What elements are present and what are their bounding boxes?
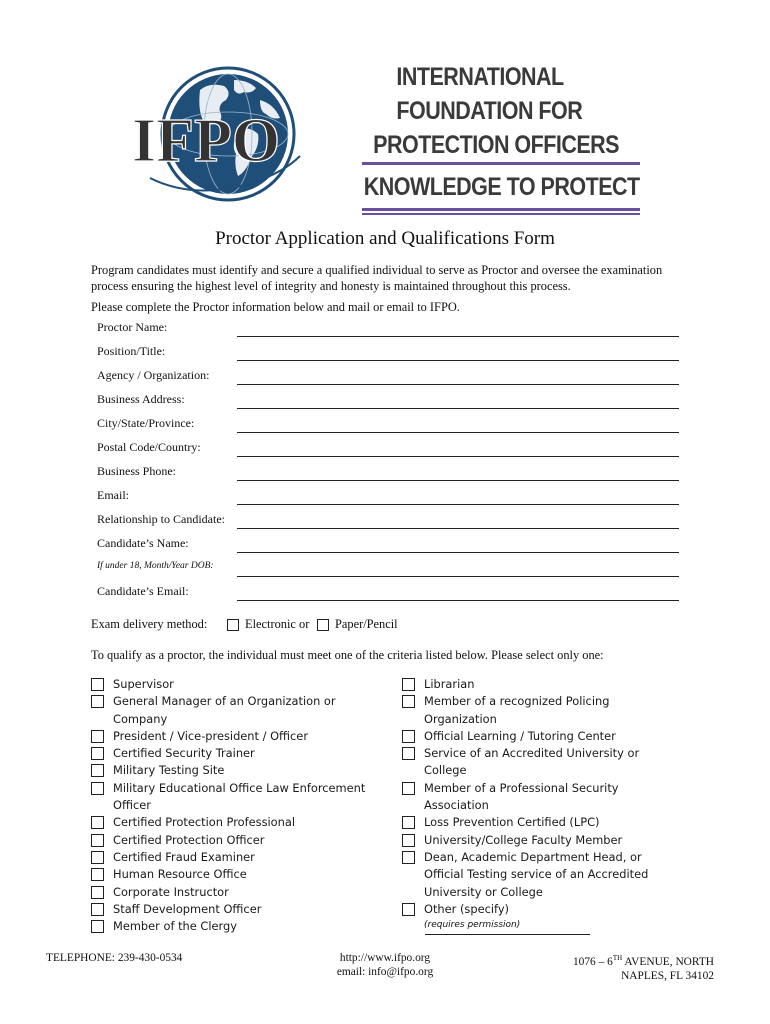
criteria-checkbox[interactable] (91, 678, 104, 691)
criteria-checkbox[interactable] (91, 816, 104, 829)
field-label-email: Email: (97, 488, 129, 502)
criteria-label: Loss Prevention Certified (LPC) (424, 815, 600, 830)
footer-email[interactable]: email: info@ifpo.org (336, 966, 434, 978)
list-item (91, 814, 386, 831)
list-item (402, 814, 672, 831)
footer-address-line-2: NAPLES, FL 34102 (621, 969, 714, 982)
criteria-label: Certified Protection Officer (113, 832, 265, 847)
criteria-checkbox[interactable] (91, 920, 104, 933)
footer-telephone: TELEPHONE: 239-430-0534 (46, 952, 183, 964)
address-number: 1076 – 6 (572, 955, 613, 968)
criteria-checkbox[interactable] (91, 695, 104, 708)
form-title: Proctor Application and Qualifications Form (215, 228, 555, 249)
list-item (402, 780, 672, 815)
criteria-label: Member of the Clergy (113, 919, 237, 934)
intro-paragraph: Program candidates must identify and secure a qualified individual to serve as Proctor and oversee the examination process ensuring the highest level of integrity and honesty is maintained throughout this process. (91, 263, 663, 293)
criteria-checkbox[interactable] (91, 868, 104, 881)
criteria-label: Dean, Academic Department Head, or Official Testing service of an Accredited University or College (424, 849, 649, 899)
criteria-checkbox[interactable] (91, 747, 104, 760)
footer-address (540, 951, 714, 983)
footer-address-line-1 (540, 951, 714, 969)
list-item (91, 901, 386, 918)
field-label-dob: If under 18, Month/Year DOB: (97, 561, 214, 571)
criteria-label: President / Vice-president / Officer (113, 728, 309, 743)
paper-pencil-option-label: Paper/Pencil (335, 617, 398, 631)
list-item (91, 884, 386, 901)
field-label-city-state: City/State/Province: (97, 416, 195, 430)
criteria-label: General Manager of an Organization or Company (113, 694, 336, 726)
list-item (91, 728, 386, 745)
criteria-list-right (402, 676, 672, 935)
field-candidate-email[interactable] (237, 600, 679, 601)
footer-website[interactable]: http://www.ifpo.org (339, 952, 431, 964)
criteria-checkbox[interactable] (91, 730, 104, 743)
list-item (91, 676, 386, 693)
criteria-label: Staff Development Officer (113, 901, 262, 916)
list-item (91, 762, 386, 779)
field-label-candidate-email: Candidate’s Email: (97, 584, 189, 598)
criteria-checkbox[interactable] (91, 834, 104, 847)
divider-rule (362, 208, 640, 211)
field-agency[interactable] (237, 384, 679, 385)
criteria-checkbox[interactable] (402, 730, 415, 743)
list-item (91, 745, 386, 762)
electronic-option-label: Electronic or (245, 617, 310, 631)
criteria-label: Service of an Accredited University or College (424, 746, 640, 778)
field-dob[interactable] (237, 576, 679, 577)
field-proctor-name[interactable] (237, 336, 679, 337)
list-item (91, 832, 386, 849)
field-business-phone[interactable] (237, 480, 679, 481)
field-candidate-name[interactable] (237, 552, 679, 553)
criteria-label: Military Educational Office Law Enforcement Officer (113, 780, 366, 813)
field-label-postal-code: Postal Code/Country: (97, 440, 201, 454)
criteria-checkbox[interactable] (91, 851, 104, 864)
list-item (91, 693, 386, 728)
exam-delivery-label: Exam delivery method: (91, 617, 208, 631)
criteria-checkbox[interactable] (402, 678, 415, 691)
field-label-relationship: Relationship to Candidate: (97, 512, 225, 526)
field-email[interactable] (237, 504, 679, 505)
criteria-label: Librarian (424, 677, 475, 691)
paper-pencil-checkbox[interactable] (317, 619, 329, 631)
field-label-candidate-name: Candidate’s Name: (97, 536, 189, 550)
criteria-checkbox[interactable] (402, 695, 415, 708)
criteria-checkbox[interactable] (402, 851, 415, 864)
list-item (91, 866, 386, 883)
field-business-address[interactable] (237, 408, 679, 409)
criteria-checkbox[interactable] (91, 764, 104, 777)
criteria-checkbox[interactable] (91, 782, 104, 795)
criteria-checkbox[interactable] (91, 886, 104, 899)
list-item (402, 676, 672, 693)
logo-text: IFPO (132, 107, 281, 175)
divider-rule (362, 213, 640, 215)
criteria-label: Human Resource Office (113, 867, 247, 882)
org-name-line-3: PROTECTION OFFICERS (373, 131, 620, 159)
electronic-checkbox[interactable] (227, 619, 239, 631)
field-relationship[interactable] (237, 528, 679, 529)
criteria-label: Certified Security Trainer (113, 746, 255, 761)
criteria-checkbox[interactable] (402, 834, 415, 847)
criteria-label: Member of a Professional Security Association (424, 780, 619, 813)
list-item (402, 901, 672, 936)
criteria-label: Certified Protection Professional (113, 815, 296, 830)
org-name-line-2: FOUNDATION FOR (396, 97, 583, 125)
field-label-business-phone: Business Phone: (97, 464, 177, 478)
list-item (402, 693, 672, 728)
divider-rule (362, 162, 640, 165)
criteria-checkbox[interactable] (402, 782, 415, 795)
criteria-checkbox[interactable] (91, 903, 104, 916)
list-item (91, 780, 386, 815)
ifpo-logo (130, 60, 320, 210)
criteria-label: Military Testing Site (113, 763, 225, 778)
criteria-checkbox[interactable] (402, 816, 415, 829)
field-label-proctor-name: Proctor Name: (97, 320, 168, 334)
org-name-line-1: INTERNATIONAL (396, 63, 564, 91)
organization-name-block (362, 60, 640, 215)
tagline: KNOWLEDGE TO PROTECT (363, 173, 640, 201)
footer-contact (290, 951, 480, 979)
criteria-list-left (91, 676, 386, 935)
criteria-label: Other (specify) (424, 901, 510, 916)
field-label-position-title: Position/Title: (97, 344, 166, 358)
permission-note: (requires permission) (424, 920, 521, 930)
criteria-checkbox[interactable] (402, 747, 415, 760)
instructions: Please complete the Proctor information below and mail or email to IFPO. (91, 300, 460, 314)
list-item (402, 849, 672, 901)
field-postal-code[interactable] (237, 456, 679, 457)
field-city-state[interactable] (237, 432, 679, 433)
list-item (91, 849, 386, 866)
list-item (402, 745, 672, 780)
list-item (402, 832, 672, 849)
field-label-business-address: Business Address: (97, 392, 185, 406)
qualify-instructions: To qualify as a proctor, the individual must meet one of the criteria listed below. Please select only one: (91, 648, 604, 662)
criteria-label: University/College Faculty Member (424, 832, 623, 847)
criteria-label: Certified Fraud Examiner (113, 849, 255, 864)
criteria-label: Supervisor (113, 677, 174, 691)
globe-logo-icon (130, 60, 320, 210)
field-position-title[interactable] (237, 360, 679, 361)
address-ordinal: TH (612, 954, 623, 962)
criteria-label: Corporate Instructor (113, 884, 229, 899)
criteria-label: Member of a recognized Policing Organization (424, 694, 610, 726)
list-item (402, 728, 672, 745)
list-item (91, 918, 386, 935)
address-street: AVENUE, NORTH (622, 955, 714, 968)
criteria-label: Official Learning / Tutoring Center (424, 728, 616, 743)
criteria-checkbox[interactable] (402, 903, 415, 916)
field-label-agency: Agency / Organization: (97, 368, 210, 382)
